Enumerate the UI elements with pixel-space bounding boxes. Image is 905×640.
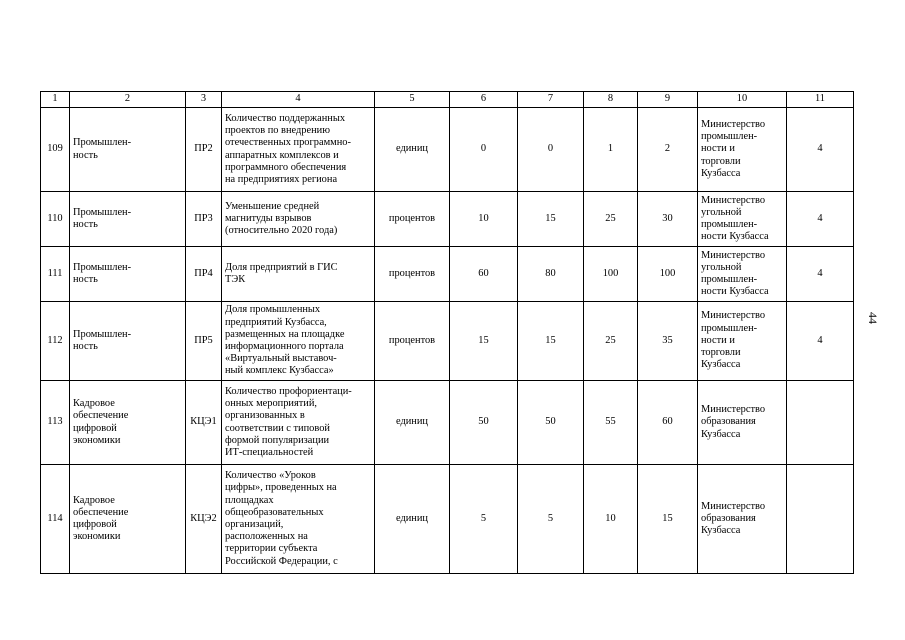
area-cell — [70, 247, 186, 302]
indicator-line: аппаратных комплексов и — [225, 149, 339, 161]
indicator-line: соответствии с типовой — [225, 422, 330, 434]
value-col7: 50 — [518, 381, 584, 465]
area-line: цифровой — [73, 519, 117, 530]
area-cell — [70, 192, 186, 247]
indicator-line: ный комплекс Кузбасса» — [225, 365, 334, 377]
value-col9: 100 — [638, 247, 698, 302]
table-row — [41, 247, 854, 302]
ministry-line: промышлен- — [701, 322, 758, 334]
ministry-line: образования — [701, 512, 756, 524]
indicator-line: Количество поддержанных — [225, 112, 346, 124]
ministry-line: Кузбасса — [701, 428, 741, 440]
indicator-line: Количество профориентаци- — [225, 385, 352, 397]
value-col6: 15 — [450, 302, 518, 381]
value-col11: 4 — [787, 108, 854, 192]
ministry-line: Кузбасса — [701, 167, 741, 179]
page-number: 44 — [866, 312, 880, 324]
ministry-line: промышлен- — [701, 274, 758, 285]
indicator-code: ПР5 — [186, 302, 222, 381]
unit-cell: процентов — [375, 247, 450, 302]
indicator-line: информационного портала — [225, 341, 344, 352]
area-line: ность — [73, 219, 98, 230]
ministry-cell — [698, 247, 787, 302]
indicator-name-cell — [222, 108, 375, 192]
ministry-cell — [698, 108, 787, 192]
value-col11 — [787, 381, 854, 465]
indicator-line: магнитуды взрывов — [225, 212, 312, 224]
indicator-line: общеобразовательных — [225, 506, 324, 518]
indicator-name-cell — [222, 247, 375, 302]
indicator-name-cell — [222, 302, 375, 381]
value-col11: 4 — [787, 302, 854, 381]
area-cell — [70, 381, 186, 465]
row-number: 111 — [41, 247, 70, 302]
ministry-line: ности Кузбасса — [701, 231, 769, 243]
ministry-cell — [698, 465, 787, 574]
ministry-line: ности и — [701, 143, 735, 155]
indicator-line: расположенных на — [225, 531, 308, 543]
value-col9: 60 — [638, 381, 698, 465]
column-header: 6 — [450, 92, 518, 108]
value-col8: 1 — [584, 108, 638, 192]
indicator-line: Уменьшение средней — [225, 200, 320, 212]
ministry-line: Министерство — [701, 310, 766, 322]
column-header: 2 — [70, 92, 186, 108]
ministry-line: угольной — [701, 206, 742, 218]
indicator-line: цифры», проведенных на — [225, 482, 337, 494]
table-row — [41, 302, 854, 381]
indicator-line: проектов по внедрению — [225, 125, 330, 137]
area-line: обеспечение — [73, 410, 129, 422]
indicator-name-cell — [222, 192, 375, 247]
ministry-line: Кузбасса — [701, 525, 741, 537]
column-number-row — [41, 92, 854, 108]
value-col8: 25 — [584, 302, 638, 381]
indicator-line: Доля предприятий в ГИС — [225, 261, 338, 273]
value-col6: 0 — [450, 108, 518, 192]
unit-cell: процентов — [375, 302, 450, 381]
area-line: Промышлен- — [73, 328, 132, 340]
table-row — [41, 465, 854, 574]
value-col9: 2 — [638, 108, 698, 192]
indicator-line: на предприятиях региона — [225, 173, 338, 185]
indicator-code: КЦЭ1 — [186, 381, 222, 465]
table-row — [41, 108, 854, 192]
ministry-line: Министерство — [701, 404, 766, 416]
ministry-line: ности Кузбасса — [701, 286, 769, 298]
area-line: ность — [73, 274, 98, 285]
value-col6: 50 — [450, 381, 518, 465]
area-line: цифровой — [73, 422, 117, 434]
table-row — [41, 192, 854, 247]
unit-cell: единиц — [375, 465, 450, 574]
indicator-line: Доля промышленных — [225, 304, 321, 316]
column-header: 5 — [375, 92, 450, 108]
indicator-line: ТЭК — [225, 274, 246, 285]
value-col6: 5 — [450, 465, 518, 574]
ministry-cell — [698, 381, 787, 465]
value-col8: 55 — [584, 381, 638, 465]
value-col7: 15 — [518, 192, 584, 247]
table-row — [41, 381, 854, 465]
column-header: 7 — [518, 92, 584, 108]
indicator-name-cell — [222, 381, 375, 465]
indicator-line: ИТ-специальностей — [225, 446, 314, 458]
value-col11: 4 — [787, 247, 854, 302]
value-col8: 100 — [584, 247, 638, 302]
ministry-line: Кузбасса — [701, 359, 741, 371]
area-line: Промышлен- — [73, 261, 132, 273]
area-line: экономики — [73, 434, 121, 446]
area-line: обеспечение — [73, 506, 129, 518]
ministry-line: торговли — [701, 155, 741, 167]
area-line: Кадровое — [73, 494, 115, 506]
indicator-code: КЦЭ2 — [186, 465, 222, 574]
value-col8: 25 — [584, 192, 638, 247]
row-number: 113 — [41, 381, 70, 465]
value-col9: 15 — [638, 465, 698, 574]
unit-cell: единиц — [375, 108, 450, 192]
ministry-line: Министерство — [701, 249, 766, 261]
indicator-line: формой популяризации — [225, 434, 330, 446]
ministry-cell — [698, 192, 787, 247]
indicator-code: ПР3 — [186, 192, 222, 247]
value-col11 — [787, 465, 854, 574]
area-cell — [70, 465, 186, 574]
ministry-line: Министерство — [701, 118, 766, 130]
row-number: 109 — [41, 108, 70, 192]
indicator-line: организованных в — [225, 410, 305, 422]
ministry-line: промышлен- — [701, 219, 758, 230]
ministry-line: Министерство — [701, 500, 766, 512]
ministry-line: ности и — [701, 334, 735, 346]
value-col6: 60 — [450, 247, 518, 302]
column-header: 8 — [584, 92, 638, 108]
row-number: 112 — [41, 302, 70, 381]
row-number: 110 — [41, 192, 70, 247]
value-col7: 0 — [518, 108, 584, 192]
column-header: 9 — [638, 92, 698, 108]
ministry-line: Министерство — [701, 194, 766, 206]
indicator-code: ПР2 — [186, 108, 222, 192]
value-col8: 10 — [584, 465, 638, 574]
ministry-line: образования — [701, 416, 756, 428]
value-col11: 4 — [787, 192, 854, 247]
unit-cell: процентов — [375, 192, 450, 247]
column-header: 3 — [186, 92, 222, 108]
value-col7: 80 — [518, 247, 584, 302]
value-col9: 35 — [638, 302, 698, 381]
column-header: 1 — [41, 92, 70, 108]
area-cell — [70, 108, 186, 192]
row-number: 114 — [41, 465, 70, 574]
indicator-line: Российской Федерации, с — [225, 555, 338, 567]
indicator-line: предприятий Кузбасса, — [225, 316, 327, 328]
indicator-line: размещенных на площадке — [225, 328, 345, 340]
area-line: Промышлен- — [73, 206, 132, 218]
indicator-line: организаций, — [225, 519, 284, 530]
value-col9: 30 — [638, 192, 698, 247]
ministry-line: промышлен- — [701, 131, 758, 143]
area-line: Промышлен- — [73, 137, 132, 149]
area-line: ность — [73, 149, 98, 161]
indicator-line: площадках — [225, 494, 274, 506]
unit-cell: единиц — [375, 381, 450, 465]
indicators-table — [40, 91, 854, 574]
area-line: Кадровое — [73, 398, 115, 410]
column-header: 10 — [698, 92, 787, 108]
indicator-line: (относительно 2020 года) — [225, 225, 338, 237]
ministry-line: угольной — [701, 261, 742, 273]
value-col7: 15 — [518, 302, 584, 381]
ministry-line: торговли — [701, 347, 741, 359]
area-cell — [70, 302, 186, 381]
area-line: экономики — [73, 531, 121, 543]
indicator-line: Количество «Уроков — [225, 470, 316, 482]
indicator-line: онных мероприятий, — [225, 398, 318, 410]
column-header: 4 — [222, 92, 375, 108]
indicator-code: ПР4 — [186, 247, 222, 302]
indicator-line: программного обеспечения — [225, 161, 347, 173]
indicator-name-cell — [222, 465, 375, 574]
indicator-line: «Виртуальный выставоч- — [225, 353, 337, 365]
ministry-cell — [698, 302, 787, 381]
indicator-line: территории субъекта — [225, 543, 318, 555]
indicator-line: отечественных программно- — [225, 137, 351, 149]
value-col7: 5 — [518, 465, 584, 574]
value-col6: 10 — [450, 192, 518, 247]
area-line: ность — [73, 341, 98, 352]
column-header: 11 — [787, 92, 854, 108]
